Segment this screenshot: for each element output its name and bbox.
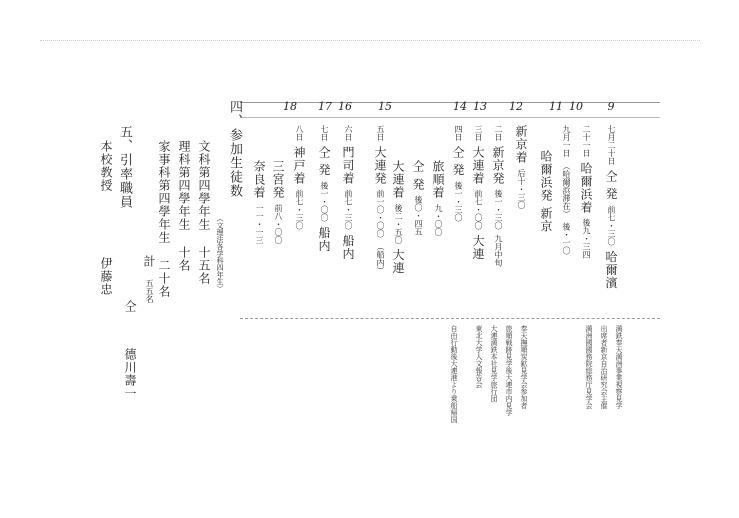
col-number: 9 xyxy=(607,100,615,113)
schedule-entry: 九月一日 （哈爾浜滞在） 後・一〇 xyxy=(562,125,571,255)
schedule-entry: 七月二十日 仝 発 前七・三〇 哈爾濱 xyxy=(604,125,618,290)
schedule-entry: 四日 仝 発 後一・三〇 xyxy=(451,125,465,222)
schedule-entry: 二十一日 哈爾浜着 後九・三四 xyxy=(579,125,593,259)
col-number: 15 xyxy=(378,100,392,113)
note-line: 自由行動後大連港より乗船帰国 xyxy=(450,325,458,423)
col-number: 11 xyxy=(549,100,563,113)
staff-heading: 五、引率職員 xyxy=(117,125,132,209)
schedule-entry: 哈爾浜発 新京 xyxy=(539,150,553,233)
note-line: 出席者新京自治研究会主催 xyxy=(600,325,608,409)
col-number: 17 xyxy=(318,100,332,113)
col-number: 13 xyxy=(473,100,487,113)
schedule-entry: 新京着 后十・三〇 xyxy=(514,125,528,209)
note-line: 東北大学人文報告会 xyxy=(475,325,483,388)
schedule-entry: 大連着 後二・五〇 大連 xyxy=(391,160,405,275)
col-number: 14 xyxy=(453,100,467,113)
note-line: 満洲國國務院総務庁見学会 xyxy=(585,325,593,409)
staff-row: 本校教授 伊藤忠 xyxy=(99,140,113,296)
scan-edge xyxy=(40,40,700,41)
note-line: 旅順戦跡見学後大連市内見学 xyxy=(505,325,513,416)
participants-heading: 四、参加生徒数 xyxy=(227,100,242,198)
schedule-entry: 三宮発 前八・〇〇 xyxy=(271,160,285,244)
participants-total: 計 五五名 xyxy=(142,255,156,303)
schedule-entry: 六日 門司着 前七・三〇 船内 xyxy=(341,125,355,261)
participants-note: （文理法各学科四年生） xyxy=(216,215,224,292)
participant-row: 文科第四學年生 十五名 xyxy=(197,140,211,285)
table-top-rule xyxy=(240,102,660,103)
note-line: 奉天撫順炭鉱見学会参加者 xyxy=(520,325,528,409)
note-line: 満鉄奉天満洲事業視察見学 xyxy=(615,325,623,409)
col-number: 10 xyxy=(569,100,583,113)
schedule-entry: 仝 発 後〇・四五 xyxy=(411,160,425,236)
staff-row-2: 仝 德川壽一 xyxy=(123,300,137,400)
note-line: 大連満鉄本社見学旅行団 xyxy=(490,325,498,402)
participant-row: 理科第四學年生 十名 xyxy=(177,140,191,272)
schedule-entry: 五日 大連発 前一〇・〇〇 （船内） xyxy=(373,125,387,275)
schedule-entry: 七日 仝 発 後一・〇〇 船内 xyxy=(317,125,331,253)
schedule-entry: 旅順着 九・〇〇 xyxy=(431,160,445,236)
table-header-rule xyxy=(240,117,660,118)
schedule-entry: 八日 神戸着 前七・三〇 xyxy=(292,125,306,230)
schedule-entry: 二日 新京発 後一・三〇 九月中旬 xyxy=(491,125,505,267)
schedule-entry: 奈良着 一一・一三 xyxy=(252,160,266,244)
col-number: 18 xyxy=(283,100,297,113)
table-bottom-rule xyxy=(240,318,660,319)
participant-row: 家事科第四學年生 二十名 xyxy=(157,140,171,298)
schedule-entry: 三日 大連着 前七・〇〇 大連 xyxy=(471,125,485,261)
col-number: 16 xyxy=(338,100,352,113)
col-number: 12 xyxy=(509,100,523,113)
